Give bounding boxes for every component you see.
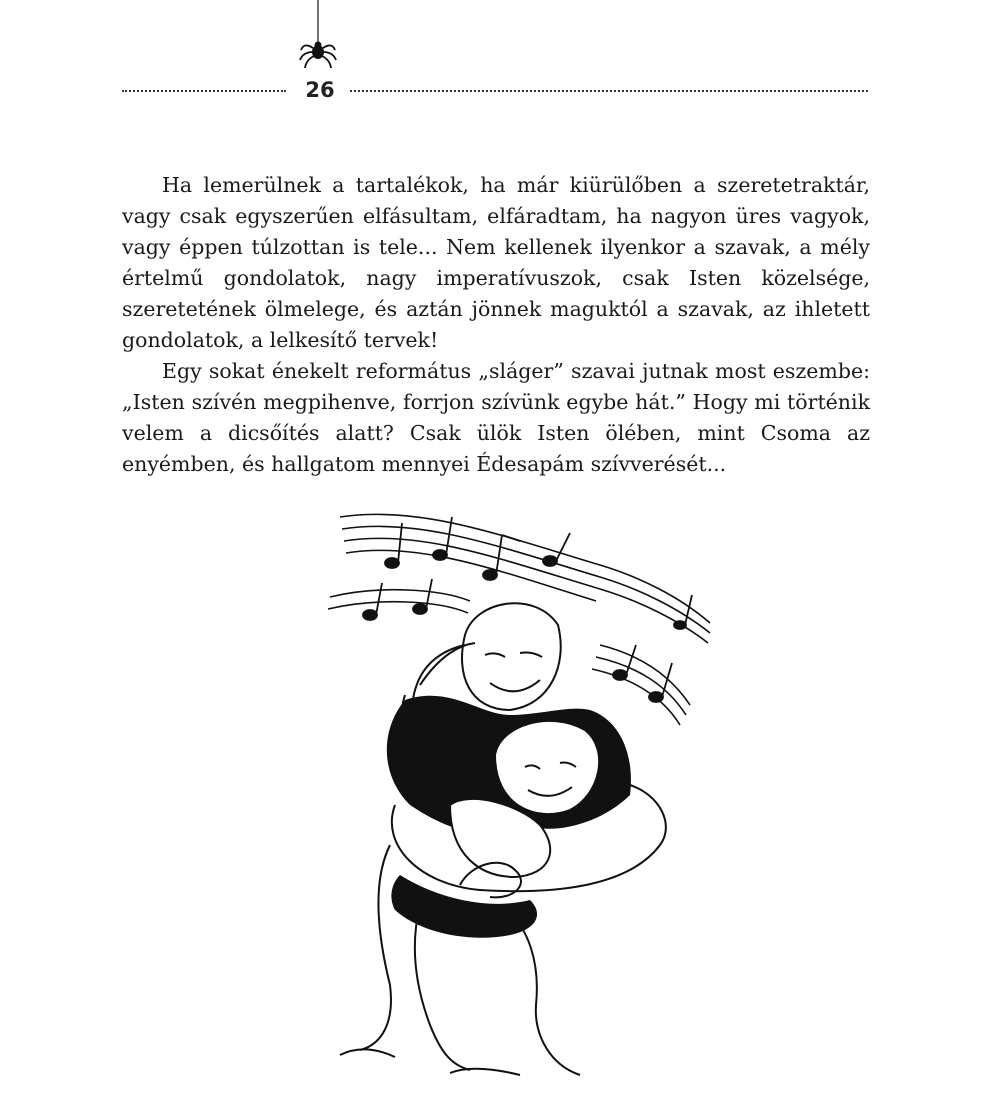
header-rule-left [122, 90, 286, 92]
father-child-music-illustration [300, 505, 720, 1085]
spider-icon [296, 0, 340, 72]
paragraph-2: Egy sokat énekelt református „sláger” szavai jutnak most eszembe: „Isten szívén megpihenve, forrjon szívünk egybe hát.” Hogy mi történik velem a dicsőítés alatt? Csak ülök Isten ölében, mint Csoma az enyémben, és hallgatom mennyei Édesapám szívverését... [122, 359, 870, 476]
body-text [122, 170, 870, 480]
paragraph-1: Ha lemerülnek a tartalékok, ha már kiürülőben a szeretetraktár, vagy csak egyszerűen elfásultam, elfáradtam, ha nagyon üres vagyok, vagy éppen túlzottan is tele... Nem kellenek ilyenkor a szavak, a mély értelmű gondolatok, nagy imperatívuszok, csak Isten közelsége, szeretetének ölmelege, és aztán jönnek maguktól a szavak, az ihletett gondolatok, a lelkesítő tervek! [122, 173, 870, 352]
header-rule-right [350, 90, 868, 92]
page-number: 26 [305, 78, 335, 102]
father-shorts [391, 875, 537, 938]
